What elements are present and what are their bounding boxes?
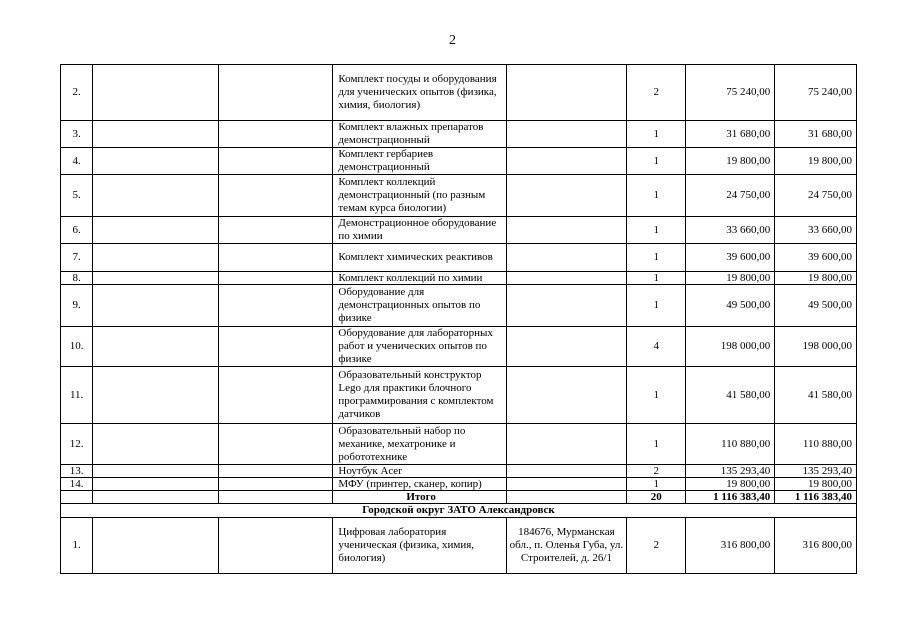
item-address [506,465,626,478]
item-total: 39 600,00 [775,244,857,272]
row-number: 13. [61,465,93,478]
empty-cell [219,65,333,121]
row-number: 6. [61,217,93,244]
item-quantity: 1 [626,478,686,491]
item-price: 110 880,00 [686,424,775,465]
table-row [61,424,857,465]
item-price: 49 500,00 [686,285,775,327]
item-total: 41 580,00 [775,367,857,424]
empty-cell [219,327,333,367]
empty-cell [93,244,219,272]
item-address [506,121,626,148]
row-number: 1. [61,518,93,574]
item-name: Комплект влажных препаратов демонстрационный [333,121,507,148]
total-label: Итого [333,491,507,504]
empty-cell [93,465,219,478]
item-name: Комплект химических реактивов [333,244,507,272]
item-name: Образовательный конструктор Lego для практики блочного программирования с комплектом датчиков [333,367,507,424]
item-name: Ноутбук Acer [333,465,507,478]
table-row [61,121,857,148]
item-total: 19 800,00 [775,272,857,285]
item-quantity: 2 [626,65,686,121]
row-number: 3. [61,121,93,148]
item-quantity: 1 [626,285,686,327]
item-quantity: 1 [626,175,686,217]
row-number: 12. [61,424,93,465]
item-name: Комплект коллекций демонстрационный (по разным темам курса биологии) [333,175,507,217]
empty-cell [93,148,219,175]
item-price: 41 580,00 [686,367,775,424]
empty-cell [219,491,333,504]
item-price: 316 800,00 [686,518,775,574]
table-row [61,518,857,574]
row-number: 4. [61,148,93,175]
item-address [506,148,626,175]
item-price: 19 800,00 [686,272,775,285]
equipment-table [60,64,857,574]
item-name: Образовательный набор по механике, мехатронике и робототехнике [333,424,507,465]
item-total: 49 500,00 [775,285,857,327]
item-address [506,478,626,491]
table-row [61,478,857,491]
empty-cell [219,424,333,465]
item-address: 184676, Мурманская обл., п. Оленья Губа, ул. Строителей, д. 26/1 [506,518,626,574]
item-total: 135 293,40 [775,465,857,478]
item-total: 33 660,00 [775,217,857,244]
table-row [61,65,857,121]
table-row [61,217,857,244]
item-name: Оборудование для лабораторных работ и ученических опытов по физике [333,327,507,367]
empty-cell [93,478,219,491]
item-price: 19 800,00 [686,478,775,491]
item-total: 198 000,00 [775,327,857,367]
table-row [61,285,857,327]
item-name: Оборудование для демонстрационных опытов по физике [333,285,507,327]
item-address [506,285,626,327]
table-row [61,272,857,285]
empty-cell [219,367,333,424]
item-quantity: 1 [626,148,686,175]
row-number: 2. [61,65,93,121]
table-row [61,327,857,367]
empty-cell [219,175,333,217]
section-title: Городской округ ЗАТО Александровск [61,504,857,518]
item-total: 19 800,00 [775,478,857,491]
item-address [506,65,626,121]
item-total: 24 750,00 [775,175,857,217]
page-number: 2 [449,33,456,48]
item-price: 135 293,40 [686,465,775,478]
section-header-row [61,504,857,518]
empty-cell [93,65,219,121]
item-quantity: 4 [626,327,686,367]
empty-cell [506,491,626,504]
row-number: 9. [61,285,93,327]
item-address [506,367,626,424]
item-quantity: 2 [626,518,686,574]
row-number: 11. [61,367,93,424]
item-address [506,327,626,367]
item-price: 24 750,00 [686,175,775,217]
empty-cell [93,285,219,327]
item-name: Комплект гербариев демонстрационный [333,148,507,175]
item-quantity: 1 [626,367,686,424]
item-price: 31 680,00 [686,121,775,148]
table-row [61,175,857,217]
empty-cell [93,367,219,424]
table-body [61,65,857,574]
item-quantity: 1 [626,272,686,285]
item-total: 110 880,00 [775,424,857,465]
empty-cell [219,272,333,285]
item-total: 19 800,00 [775,148,857,175]
item-quantity: 1 [626,244,686,272]
item-price: 19 800,00 [686,148,775,175]
item-name: МФУ (принтер, сканер, копир) [333,478,507,491]
item-price: 39 600,00 [686,244,775,272]
row-number: 8. [61,272,93,285]
item-address [506,244,626,272]
item-price: 75 240,00 [686,65,775,121]
row-number: 5. [61,175,93,217]
item-name: Демонстрационное оборудование по химии [333,217,507,244]
total-price: 1 116 383,40 [686,491,775,504]
empty-cell [219,518,333,574]
item-name: Цифровая лаборатория ученическая (физика, химия, биология) [333,518,507,574]
total-sum: 1 116 383,40 [775,491,857,504]
empty-cell [219,121,333,148]
row-number: 10. [61,327,93,367]
item-quantity: 1 [626,424,686,465]
empty-cell [93,217,219,244]
empty-cell [93,121,219,148]
item-address [506,217,626,244]
item-quantity: 1 [626,121,686,148]
item-name: Комплект коллекций по химии [333,272,507,285]
item-address [506,175,626,217]
empty-cell [93,327,219,367]
row-number: 7. [61,244,93,272]
item-quantity: 1 [626,217,686,244]
item-total: 31 680,00 [775,121,857,148]
empty-cell [219,244,333,272]
empty-cell [93,272,219,285]
empty-cell [93,424,219,465]
item-price: 198 000,00 [686,327,775,367]
table-row [61,244,857,272]
table-row [61,148,857,175]
empty-cell [219,217,333,244]
item-price: 33 660,00 [686,217,775,244]
empty-cell [61,491,93,504]
total-quantity: 20 [626,491,686,504]
empty-cell [93,518,219,574]
table-row [61,465,857,478]
item-name: Комплект посуды и оборудования для ученических опытов (физика, химия, биология) [333,65,507,121]
empty-cell [219,148,333,175]
empty-cell [219,465,333,478]
empty-cell [219,285,333,327]
total-row [61,491,857,504]
item-total: 316 800,00 [775,518,857,574]
empty-cell [93,491,219,504]
item-address [506,272,626,285]
empty-cell [93,175,219,217]
item-quantity: 2 [626,465,686,478]
item-total: 75 240,00 [775,65,857,121]
empty-cell [219,478,333,491]
item-address [506,424,626,465]
row-number: 14. [61,478,93,491]
table-row [61,367,857,424]
